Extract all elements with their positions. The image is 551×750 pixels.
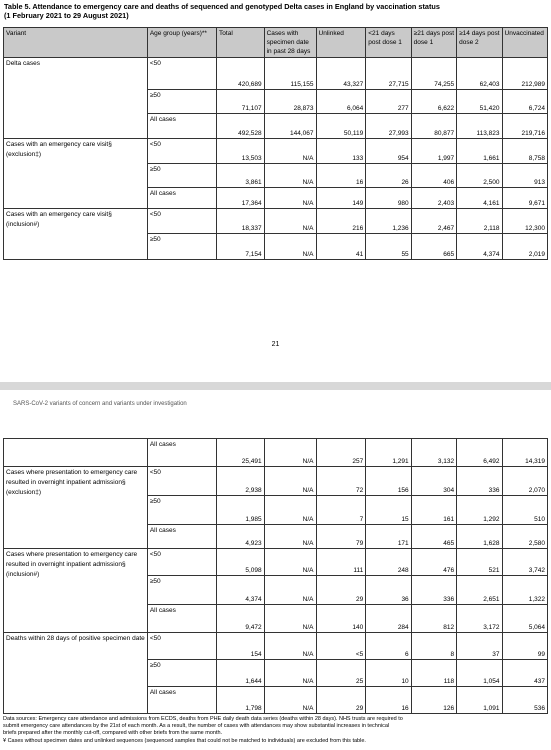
table-row <box>4 439 548 467</box>
value-cell: 133 <box>316 139 366 164</box>
value-cell: 43,327 <box>316 58 366 90</box>
value-cell: 55 <box>366 234 411 260</box>
value-cell: 257 <box>316 439 366 467</box>
value-cell: 3,742 <box>502 549 547 576</box>
table-row <box>4 58 548 90</box>
value-cell: N/A <box>264 164 316 188</box>
value-cell: 2,500 <box>457 164 502 188</box>
value-cell: 111 <box>316 549 366 576</box>
value-cell: 144,067 <box>264 114 316 139</box>
value-cell: 149 <box>316 188 366 209</box>
header-total: Total <box>217 28 265 58</box>
value-cell: 4,374 <box>457 234 502 260</box>
value-cell: 12,300 <box>502 209 547 234</box>
value-cell: N/A <box>264 525 316 549</box>
value-cell: 2,651 <box>457 576 502 605</box>
value-cell: 2,070 <box>502 467 547 496</box>
age-group-cell: ≥50 <box>147 164 216 188</box>
age-group-cell: <50 <box>147 209 216 234</box>
value-cell: 7,154 <box>217 234 265 260</box>
age-group-cell: All cases <box>147 525 216 549</box>
value-cell: 1,236 <box>366 209 411 234</box>
value-cell: 1,644 <box>217 660 265 687</box>
header-unlinked: Unlinked <box>316 28 366 58</box>
running-header: SARS-CoV-2 variants of concern and variants under investigation <box>13 401 187 407</box>
value-cell: 9,472 <box>217 605 265 633</box>
table-row <box>4 467 548 496</box>
value-cell: 336 <box>457 467 502 496</box>
value-cell: 6 <box>366 633 411 660</box>
value-cell: 13,503 <box>217 139 265 164</box>
value-cell: N/A <box>264 496 316 525</box>
age-group-cell: ≥50 <box>147 496 216 525</box>
value-cell: 16 <box>316 164 366 188</box>
value-cell: 156 <box>366 467 411 496</box>
value-cell: N/A <box>264 139 316 164</box>
page-divider <box>0 382 551 390</box>
value-cell: 437 <box>502 660 547 687</box>
table-row <box>4 209 548 234</box>
value-cell: 1,985 <box>217 496 265 525</box>
value-cell: 62,403 <box>457 58 502 90</box>
value-cell: 248 <box>366 549 411 576</box>
value-cell: 1,291 <box>366 439 411 467</box>
header-lt21-dose1: <21 days post dose 1 <box>366 28 411 58</box>
value-cell: 18,337 <box>217 209 265 234</box>
value-cell: 1,661 <box>457 139 502 164</box>
value-cell: 6,492 <box>457 439 502 467</box>
age-group-cell: <50 <box>147 58 216 90</box>
value-cell: 3,172 <box>457 605 502 633</box>
footnote-line: briefs prepared after the monthly cut-off, compared with other briefs from the same month. <box>3 730 223 737</box>
value-cell: 26 <box>366 164 411 188</box>
age-group-cell: All cases <box>147 605 216 633</box>
value-cell: 4,374 <box>217 576 265 605</box>
value-cell: 25 <box>316 660 366 687</box>
value-cell: 118 <box>411 660 456 687</box>
value-cell: N/A <box>264 576 316 605</box>
footnote-line: ¥ Cases without specimen dates and unlinked sequences (sequenced samples that could not be matched to individuals) are excluded from this table. <box>3 737 366 744</box>
value-cell: 5,064 <box>502 605 547 633</box>
age-group-cell: <50 <box>147 139 216 164</box>
value-cell: <5 <box>316 633 366 660</box>
header-ge21-dose1: ≥21 days post dose 1 <box>411 28 456 58</box>
value-cell: 15 <box>366 496 411 525</box>
title-line-2: (1 February 2021 to 29 August 2021) <box>4 11 129 20</box>
table-bottom <box>3 438 548 714</box>
age-group-cell: ≥50 <box>147 234 216 260</box>
value-cell: N/A <box>264 549 316 576</box>
page-number: 21 <box>271 341 280 348</box>
value-cell: 113,823 <box>457 114 502 139</box>
age-group-cell: ≥50 <box>147 90 216 114</box>
value-cell: 2,403 <box>411 188 456 209</box>
value-cell: 14,319 <box>502 439 547 467</box>
value-cell: 27,993 <box>366 114 411 139</box>
table-title <box>4 2 549 20</box>
value-cell: 304 <box>411 467 456 496</box>
variant-label: Cases with an emergency care visit§ (inclusion#) <box>4 209 148 260</box>
table-top <box>3 27 548 260</box>
value-cell: 161 <box>411 496 456 525</box>
value-cell: 465 <box>411 525 456 549</box>
value-cell: 8,758 <box>502 139 547 164</box>
value-cell: 2,019 <box>502 234 547 260</box>
value-cell: 16 <box>366 687 411 714</box>
footnote-line: Data sources: Emergency care attendance and admissions from ECDS, deaths from PHE daily death data series (deaths within 28 days). NHS trusts are required to <box>3 716 403 722</box>
header-ge14-dose2: ≥14 days post dose 2 <box>457 28 502 58</box>
value-cell: 29 <box>316 687 366 714</box>
value-cell: 1,292 <box>457 496 502 525</box>
value-cell: 1,798 <box>217 687 265 714</box>
header-specimen-28-days: Cases with specimen date in past 28 days <box>264 28 316 58</box>
age-group-cell: All cases <box>147 188 216 209</box>
value-cell: 2,118 <box>457 209 502 234</box>
value-cell: N/A <box>264 188 316 209</box>
age-group-cell: All cases <box>147 114 216 139</box>
value-cell: 3,861 <box>217 164 265 188</box>
value-cell: 2,467 <box>411 209 456 234</box>
value-cell: 6,622 <box>411 90 456 114</box>
table-row <box>4 633 548 660</box>
value-cell: 521 <box>457 549 502 576</box>
value-cell: 954 <box>366 139 411 164</box>
value-cell: 72 <box>316 467 366 496</box>
title-line-1: Table 5. Attendance to emergency care and deaths of sequenced and genotyped Delta cases in England by vaccination status <box>4 2 440 11</box>
age-group-cell: ≥50 <box>147 660 216 687</box>
footnotes <box>3 716 548 745</box>
value-cell: 25,491 <box>217 439 265 467</box>
value-cell: 28,873 <box>264 90 316 114</box>
header-age-group: Age group (years)** <box>147 28 216 58</box>
value-cell: 420,689 <box>217 58 265 90</box>
value-cell: 3,132 <box>411 439 456 467</box>
value-cell: 1,091 <box>457 687 502 714</box>
value-cell: 99 <box>502 633 547 660</box>
value-cell: 284 <box>366 605 411 633</box>
value-cell: 36 <box>366 576 411 605</box>
variant-label: Cases where presentation to emergency care resulted in overnight inpatient admission§ (exclusion‡) <box>4 467 148 549</box>
value-cell: 115,155 <box>264 58 316 90</box>
variant-label: Delta cases <box>4 58 148 139</box>
value-cell: 7 <box>316 496 366 525</box>
table-row <box>4 549 548 576</box>
value-cell: N/A <box>264 467 316 496</box>
value-cell: 8 <box>411 633 456 660</box>
value-cell: 37 <box>457 633 502 660</box>
value-cell: 4,161 <box>457 188 502 209</box>
value-cell: 277 <box>366 90 411 114</box>
variant-label: Cases with an emergency care visit§ (exclusion‡) <box>4 139 148 209</box>
value-cell: 216 <box>316 209 366 234</box>
value-cell: 812 <box>411 605 456 633</box>
value-cell: 1,997 <box>411 139 456 164</box>
value-cell: 1,322 <box>502 576 547 605</box>
value-cell: 212,989 <box>502 58 547 90</box>
value-cell: 6,064 <box>316 90 366 114</box>
header-variant: Variant <box>4 28 148 58</box>
variant-label: Deaths within 28 days of positive specimen date <box>4 633 148 714</box>
value-cell: 406 <box>411 164 456 188</box>
value-cell: 140 <box>316 605 366 633</box>
value-cell: 4,923 <box>217 525 265 549</box>
age-group-cell: <50 <box>147 633 216 660</box>
table-row <box>4 139 548 164</box>
value-cell: 51,420 <box>457 90 502 114</box>
value-cell: 2,580 <box>502 525 547 549</box>
value-cell: 492,528 <box>217 114 265 139</box>
value-cell: 536 <box>502 687 547 714</box>
value-cell: 336 <box>411 576 456 605</box>
value-cell: 80,877 <box>411 114 456 139</box>
value-cell: 154 <box>217 633 265 660</box>
value-cell: 79 <box>316 525 366 549</box>
value-cell: 980 <box>366 188 411 209</box>
value-cell: 29 <box>316 576 366 605</box>
value-cell: 219,716 <box>502 114 547 139</box>
value-cell: 5,098 <box>217 549 265 576</box>
value-cell: 6,724 <box>502 90 547 114</box>
value-cell: N/A <box>264 633 316 660</box>
value-cell: 126 <box>411 687 456 714</box>
value-cell: 510 <box>502 496 547 525</box>
value-cell: 665 <box>411 234 456 260</box>
value-cell: N/A <box>264 234 316 260</box>
variant-label <box>4 439 148 467</box>
age-group-cell: All cases <box>147 687 216 714</box>
value-cell: 74,255 <box>411 58 456 90</box>
age-group-cell: All cases <box>147 439 216 467</box>
header-unvaccinated: Unvaccinated <box>502 28 547 58</box>
value-cell: 2,938 <box>217 467 265 496</box>
value-cell: 27,715 <box>366 58 411 90</box>
variant-label: Cases where presentation to emergency care resulted in overnight inpatient admission§ (inclusion#) <box>4 549 148 633</box>
value-cell: 1,628 <box>457 525 502 549</box>
value-cell: N/A <box>264 209 316 234</box>
age-group-cell: ≥50 <box>147 576 216 605</box>
value-cell: 17,364 <box>217 188 265 209</box>
header-row <box>4 28 548 58</box>
value-cell: 10 <box>366 660 411 687</box>
value-cell: N/A <box>264 439 316 467</box>
value-cell: 41 <box>316 234 366 260</box>
value-cell: 913 <box>502 164 547 188</box>
value-cell: N/A <box>264 660 316 687</box>
value-cell: N/A <box>264 605 316 633</box>
value-cell: 50,119 <box>316 114 366 139</box>
footnote-line: submit emergency care attendances by the 21st of each month. As a result, the number of cases with attendances may show substantial increases in technical <box>3 723 390 730</box>
value-cell: 171 <box>366 525 411 549</box>
value-cell: 1,054 <box>457 660 502 687</box>
value-cell: 476 <box>411 549 456 576</box>
age-group-cell: <50 <box>147 467 216 496</box>
value-cell: 9,671 <box>502 188 547 209</box>
age-group-cell: <50 <box>147 549 216 576</box>
value-cell: N/A <box>264 687 316 714</box>
value-cell: 71,107 <box>217 90 265 114</box>
